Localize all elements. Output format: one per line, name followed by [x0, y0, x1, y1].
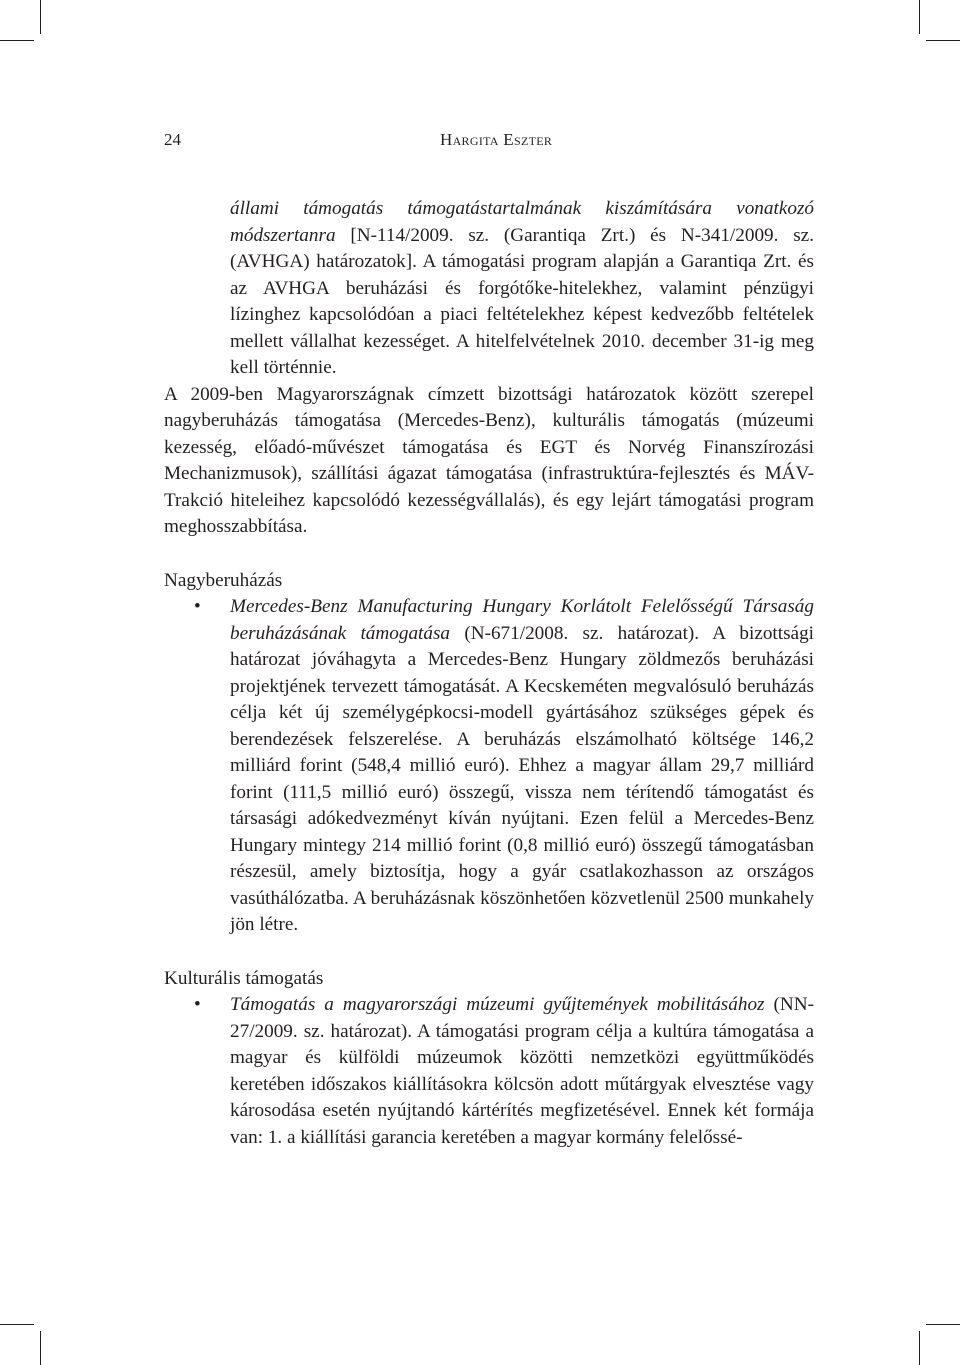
list-item-text: (NN-27/2009. sz. határozat). A támogatási program célja a kultúra támogatása a magyar és külföldi múzeumok közötti nemzetközi együttműködés keretében időszakos kiállításokra kölcsön adott műtárgyak elvesztése vagy károsodása esetén nyújtandó kártérítés megfizetésével. Ennek két formája van: 1. a kiállítási garancia keretében a magyar kormány felelőssé-: [230, 994, 814, 1148]
continued-list-item: [164, 196, 814, 382]
intro-paragraph: A 2009-ben Magyarországnak címzett bizottsági határozatok között szerepel nagyberuházás támogatása (Mercedes-Benz), kulturális támogatás (múzeumi kezesség, előadó-művészet támogatása és EGT és Norvég Finanszírozási Mechanizmusok), szállítási ágazat támogatása (infrastruktúra-fejlesztés és MÁV-Trakció hiteleihez kapcsolódó kezességvállalás), és egy lejárt támogatási program meghosszabbítása.: [164, 383, 814, 537]
crop-mark-bottom-right: [919, 1331, 920, 1365]
section-heading-kulturalis: Kulturális támogatás: [164, 967, 324, 989]
bullet-icon: •: [194, 994, 201, 1015]
crop-mark-top-right-h: [926, 40, 960, 41]
crop-mark-top-left-h: [0, 40, 34, 41]
page-body: [164, 196, 814, 1151]
list-item-mercedes: [164, 594, 814, 939]
crop-mark-top-right: [919, 0, 920, 34]
crop-mark-bottom-left-h: [0, 1324, 34, 1325]
continued-item-title: állami támogatás támogatástartalmának kiszámítására vonatkozó módszertanra: [230, 198, 814, 246]
list-item-muzeumi: [164, 992, 814, 1151]
running-head-author: Hargita Eszter: [440, 130, 553, 149]
running-head: [164, 130, 814, 154]
section-heading-nagyberuhazas: Nagyberuházás: [164, 569, 283, 591]
continued-item-text: [N-114/2009. sz. (Garantiqa Zrt.) és N-341/2009. sz. (AVHGA) határozatok]. A támogatási program alapján a Garantiqa Zrt. és az AVHGA beruházási és forgótőke-hitelekhez, valamint pénzügyi lízinghez kapcsolódóan a piaci feltételekhez képest kedvezőbb feltételek mellett vállalhat kezességet. A hitelfelvételnek 2010. december 31-ig meg kell történnie.: [230, 224, 814, 378]
page-number: 24: [164, 130, 181, 149]
list-item-title: Mercedes-Benz Manufacturing Hungary Korlátolt Felelősségű Társaság beruházásának támogatása: [230, 596, 814, 644]
crop-mark-bottom-left: [40, 1331, 41, 1365]
crop-mark-bottom-right-h: [926, 1324, 960, 1325]
list-item-text: (N-671/2008. sz. határozat). A bizottsági határozat jóváhagyta a Mercedes-Benz Hungary zöldmezős beruházási projektjének tervezett támogatását. A Kecskeméten megvalósuló beruházás célja két új személygépkocsi-modell gyártásához szükséges gépek és berendezések felszerelése. A beruházás elszámolható költsége 146,2 milliárd forint (548,4 millió euró). Ehhez a magyar állam 29,7 milliárd forint (111,5 millió euró) összegű, vissza nem térítendő támogatást és társasági adókedvezményt kíván nyújtani. Ezen felül a Mercedes-Benz Hungary mintegy 214 millió forint (0,8 millió euró) összegű támogatásban részesül, amely biztosítja, hogy a gyár csatlakozhasson az országos vasúthálózatba. A beruházásnak köszönhetően közvetlenül 2500 munkahely jön létre.: [230, 622, 814, 935]
bullet-icon: •: [194, 596, 201, 617]
list-item-title: Támogatás a magyarországi múzeumi gyűjtemények mobilitásához: [230, 994, 765, 1015]
crop-mark-top-left: [40, 0, 41, 34]
